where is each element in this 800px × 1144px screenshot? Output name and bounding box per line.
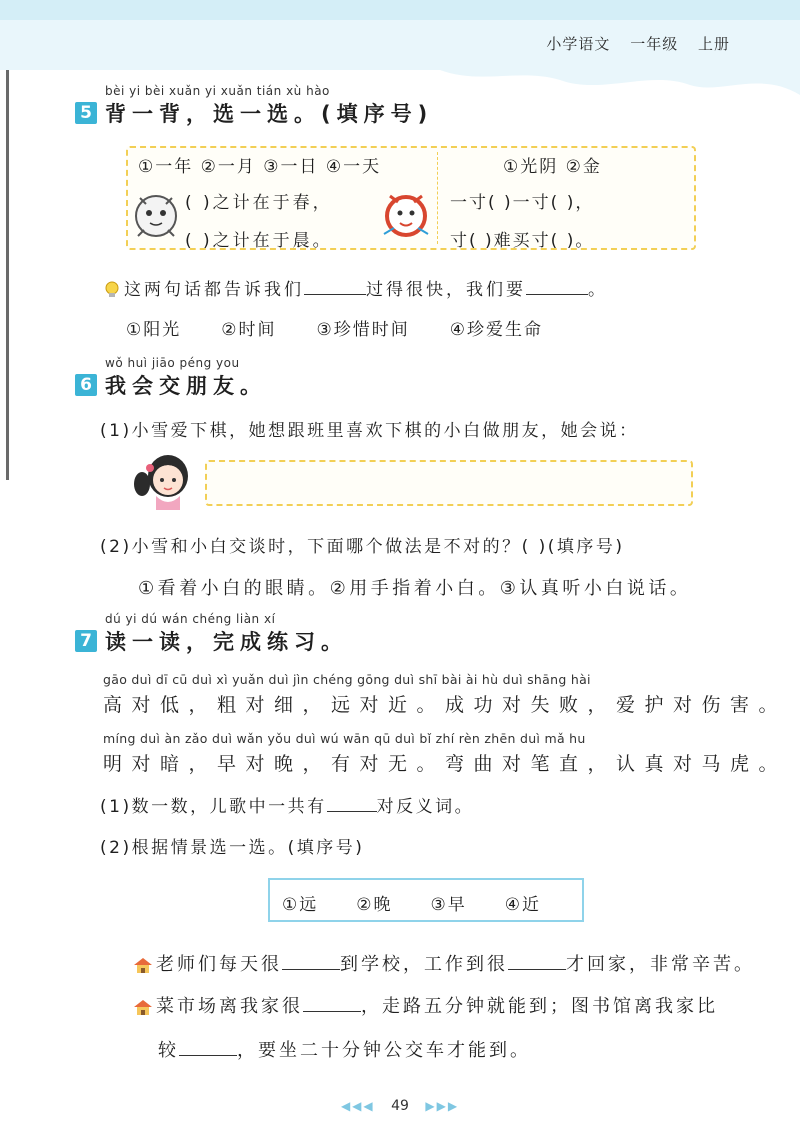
s6-q2: (2)小雪和小白交谈时，下面哪个做法是不对的？( )(填序号) [100,537,625,557]
header-subject: 小学语文 [546,35,611,53]
s5-title: 背一背，选一选。(填序号) [105,102,434,126]
s7-pinyin-line1: gāo duì dī cū duì xì yuǎn duì jìn chéng gōng duì shī bài ài hù duì shāng hài [103,672,591,687]
header-volume: 上册 [697,35,730,53]
s7-sentence-1 [132,950,755,976]
s7-number-badge: 7 [75,630,97,652]
s6-q1: (1)小雪爱下棋，她想跟班里喜欢下棋的小白做朋友，她会说： [100,421,639,441]
s7-s2-b: ，走路五分钟就能到；图书馆离我家比 [361,996,718,1017]
s5-blank-2[interactable] [526,278,588,295]
s5-choices [126,315,543,340]
s7-q1-b: 对反义词。 [376,797,475,817]
s5-choice-2: ②时间 [221,320,277,340]
house-icon [132,997,154,1017]
s7-s3-blank[interactable] [179,1038,237,1056]
s7-s1-a: 老师们每天很 [156,954,282,975]
s6-q2-options: ①看着小白的眼睛。②用手指着小白。③认真听小白说话。 [138,578,692,599]
s7-option-3: ③早 [430,895,467,915]
binding-edge [6,70,9,480]
s5-number-badge: 5 [75,102,97,124]
s5-left-options: ①一年 ②一月 ③一日 ④一天 [138,157,382,177]
header-grade: 一年级 [630,35,679,53]
s7-text-line1: 高对低，粗对细，远对近。成功对失败，爱护对伤害。 [103,694,788,716]
s7-s3-b: ，要坐二十分钟公交车才能到。 [237,1040,531,1061]
s7-sentence-3 [158,1036,531,1062]
arrows-right-icon: ▶▶▶ [425,1099,460,1113]
house-icon [132,955,154,975]
clock-mascot-icon [130,186,182,244]
s7-s2-a: 菜市场离我家很 [156,996,303,1017]
s7-q1-a: (1)数一数，儿歌中一共有 [100,797,327,817]
s7-pinyin: dú yi dú wán chéng liàn xí [105,612,276,626]
s5-choice-1: ①阳光 [126,320,182,340]
s7-options [282,890,541,915]
s7-s3-a: 较 [158,1040,179,1061]
s7-sentence-2 [132,992,718,1018]
s5-right-line1: 一寸( )一寸( )， [450,193,595,213]
s5-hint-b: 过得很快，我们要 [366,280,526,300]
s7-s2-blank[interactable] [303,994,361,1012]
s6-title: 我会交朋友。 [105,374,267,398]
s7-option-2: ②晚 [356,895,393,915]
s5-blank-1[interactable] [304,278,366,295]
s6-pinyin: wǒ huì jiāo péng you [105,356,240,370]
arrows-left-icon: ◀◀◀ [340,1099,375,1113]
s7-q2: (2)根据情景选一选。(填序号) [100,838,365,858]
s7-option-4: ④近 [504,895,541,915]
page-number: 49 [391,1098,409,1114]
s5-hint-c: 。 [588,280,608,300]
s7-s1-blank-1[interactable] [282,952,340,970]
s7-s1-c: 才回家，非常辛苦。 [566,954,755,975]
s7-s1-b: 到学校，工作到很 [340,954,508,975]
s5-left-line1: ( )之计在于春， [185,193,333,213]
s7-pinyin-line2: míng duì àn zǎo duì wǎn yǒu duì wú wān qū duì bǐ zhí rèn zhēn duì mǎ hu [103,731,586,746]
s7-text-line2: 明对暗，早对晚，有对无。弯曲对笔直，认真对马虎。 [103,753,788,775]
s5-choice-3: ③珍惜时间 [316,320,410,340]
s5-right-options: ①光阴 ②金 [503,157,602,177]
s6-answer-box[interactable] [205,460,693,506]
s5-choice-4: ④珍爱生命 [449,320,543,340]
s5-hint-line [102,275,608,300]
s5-left-line2: ( )之计在于晨。 [185,231,333,251]
s6-number-badge: 6 [75,374,97,396]
girl-avatar-icon [130,450,200,510]
lightbulb-icon [102,280,122,300]
s7-option-1: ①远 [282,895,319,915]
s5-pinyin: bèi yi bèi xuǎn yi xuǎn tián xù hào [105,84,330,98]
header-book-info [532,33,730,54]
s5-box-divider [437,152,438,244]
s7-title: 读一读，完成练习。 [105,630,348,654]
s7-q1 [100,792,474,817]
s7-s1-blank-2[interactable] [508,952,566,970]
page-footer [0,1098,800,1114]
alarm-clock-mascot-icon [380,186,432,244]
s5-hint-a: 这两句话都告诉我们 [124,280,304,300]
s5-right-line2: 寸( )难买寸( )。 [450,231,595,251]
s7-q1-blank[interactable] [327,795,377,812]
